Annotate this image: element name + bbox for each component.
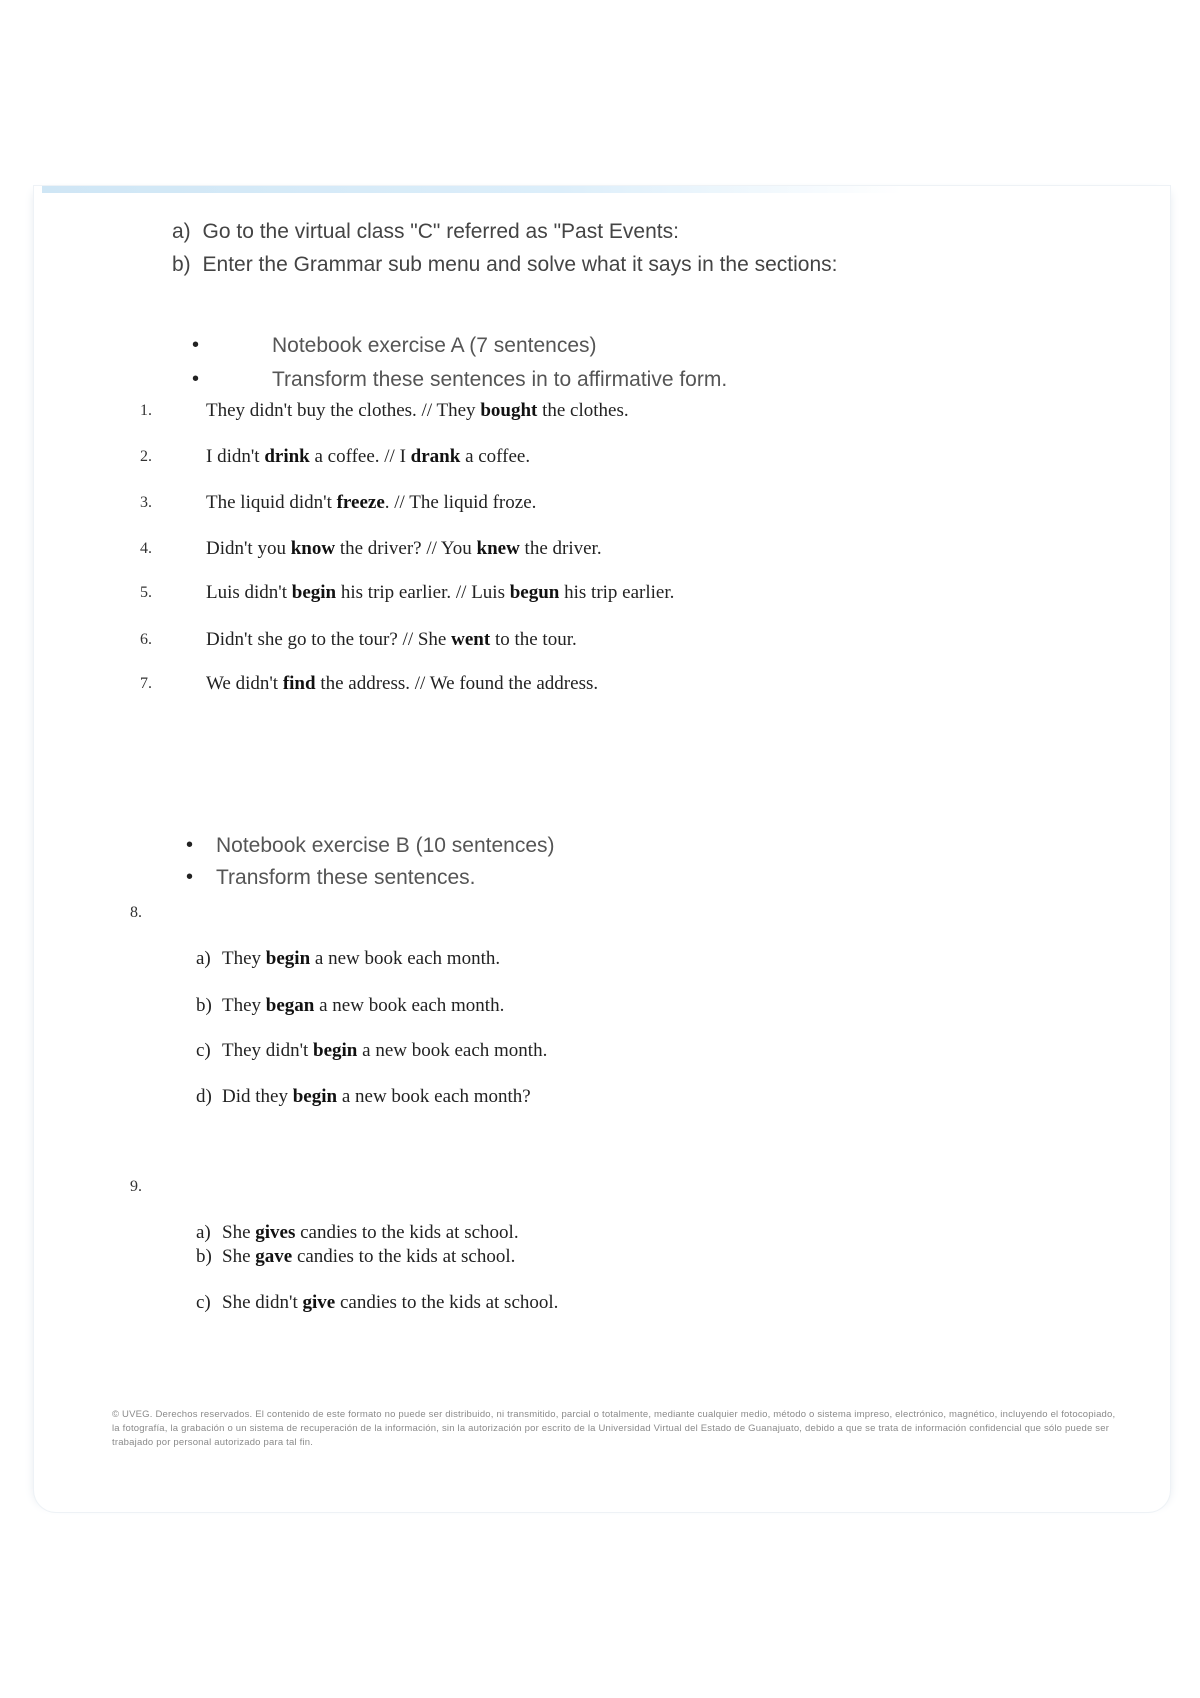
- sentence-number: 3.: [140, 494, 152, 511]
- sentence-fragment: a coffee. // I: [309, 446, 411, 467]
- sentence-number: 4.: [140, 540, 152, 557]
- instruction-letter: a): [172, 220, 191, 243]
- emphasized-verb: drank: [410, 446, 461, 467]
- emphasized-verb: begin: [291, 582, 337, 603]
- sentence-fragment: She: [222, 1222, 256, 1243]
- instruction-text: Go to the virtual class "C" referred as "Past Events:: [202, 220, 679, 243]
- group-number: 9.: [130, 1178, 142, 1195]
- lettered-sentence: [196, 1222, 519, 1244]
- instruction-text: Enter the Grammar sub menu and solve what it says in the sections:: [202, 253, 838, 276]
- emphasized-verb: drink: [264, 446, 310, 467]
- sentence-fragment: The liquid didn't: [206, 492, 337, 513]
- sentence-number: 1.: [140, 402, 152, 419]
- sentence-letter: a): [196, 948, 211, 969]
- sentence-fragment: candies to the kids at school.: [335, 1292, 559, 1313]
- sentence-item: [206, 538, 602, 560]
- sentence-fragment: She didn't: [222, 1292, 303, 1313]
- sentence-fragment: They didn't buy the clothes. // They: [206, 400, 481, 421]
- sentence-fragment: the clothes.: [537, 400, 629, 421]
- lettered-sentence: [196, 1086, 531, 1108]
- lettered-sentence: [196, 1292, 558, 1314]
- emphasized-verb: bought: [480, 400, 538, 421]
- document-page: [34, 186, 1170, 1512]
- bullet-a1-text: Notebook exercise A (7 sentences): [272, 334, 597, 357]
- sentence-fragment: a new book each month.: [310, 948, 501, 969]
- header-accent-bar: [42, 186, 902, 193]
- sentence-fragment: Didn't she go to the tour? // She: [206, 629, 452, 650]
- lettered-sentence: [196, 995, 504, 1017]
- sentence-number: 6.: [140, 631, 152, 648]
- instruction-a: [172, 220, 679, 244]
- sentence-letter: b): [196, 1246, 212, 1267]
- sentence-fragment: to the tour.: [490, 629, 577, 650]
- sentence-fragment: Did they: [222, 1086, 293, 1107]
- emphasized-verb: find: [282, 673, 316, 694]
- instruction-b: [172, 253, 838, 277]
- sentence-fragment: his trip earlier. // Luis: [336, 582, 510, 603]
- sentence-fragment: . // The liquid froze.: [384, 492, 537, 513]
- emphasized-verb: know: [290, 538, 336, 559]
- sentence-fragment: candies to the kids at school.: [292, 1246, 516, 1267]
- bullet-a2-text: Transform these sentences in to affirmative form.: [272, 368, 728, 391]
- sentence-letter: d): [196, 1086, 212, 1107]
- bullet-icon: •: [186, 834, 194, 856]
- emphasized-verb: knew: [476, 538, 520, 559]
- copyright-footer: © UVEG. Derechos reservados. El contenido de este formato no puede ser distribuido, ni transmitido, parcial o totalmente, mediante cualquier medio, método o sistema impreso, electrónico, magnético, incluyendo el fotocopiado, la fotografía, la grabación o un sistema de recuperación de la información, sin la autorización por escrito de la Universidad Virtual del Estado de Guanajuato, debido a que se trata de información confidencial que sólo puede ser trabajado por personal autorizado para tal fin.: [112, 1409, 1116, 1448]
- sentence-fragment: They didn't: [222, 1040, 314, 1061]
- sentence-letter: c): [196, 1040, 211, 1061]
- sentence-letter: a): [196, 1222, 211, 1243]
- bullet-b1: [186, 834, 193, 857]
- emphasized-verb: begin: [313, 1040, 358, 1061]
- bullet-icon: •: [186, 866, 194, 888]
- emphasized-verb: went: [451, 629, 491, 650]
- sentence-number: 5.: [140, 584, 152, 601]
- sentence-fragment: the driver? // You: [335, 538, 477, 559]
- emphasized-verb: begun: [509, 582, 560, 603]
- sentence-fragment: a new book each month.: [357, 1040, 548, 1061]
- sentence-fragment: Luis didn't: [206, 582, 292, 603]
- sentence-fragment: the address. // We found the address.: [315, 673, 599, 694]
- bullet-b2: [186, 866, 193, 889]
- sentence-fragment: They: [222, 948, 266, 969]
- sentence-fragment: Didn't you: [206, 538, 291, 559]
- sentence-item: [206, 492, 536, 514]
- bullet-a2: [192, 368, 199, 391]
- instruction-letter: b): [172, 253, 191, 276]
- sentence-item: [206, 582, 674, 604]
- sentence-fragment: a new book each month?: [337, 1086, 531, 1107]
- bullet-icon: •: [192, 368, 200, 390]
- sentence-fragment: We didn't: [206, 673, 283, 694]
- lettered-sentence: [196, 948, 500, 970]
- lettered-sentence: [196, 1040, 547, 1062]
- emphasized-verb: give: [302, 1292, 336, 1313]
- sentence-fragment: the driver.: [519, 538, 602, 559]
- bullet-a1: [192, 334, 199, 357]
- emphasized-verb: begin: [292, 1086, 338, 1107]
- sentence-fragment: a coffee.: [460, 446, 531, 467]
- sentence-fragment: his trip earlier.: [559, 582, 675, 603]
- sentence-letter: c): [196, 1292, 211, 1313]
- sentence-fragment: I didn't: [206, 446, 265, 467]
- sentence-fragment: candies to the kids at school.: [295, 1222, 519, 1243]
- sentence-fragment: She: [222, 1246, 256, 1267]
- sentence-number: 7.: [140, 675, 152, 692]
- emphasized-verb: freeze: [336, 492, 385, 513]
- lettered-sentence: [196, 1246, 515, 1268]
- sentence-number: 2.: [140, 448, 152, 465]
- sentence-item: [206, 446, 530, 468]
- sentence-item: [206, 629, 577, 651]
- sentence-letter: b): [196, 995, 212, 1016]
- sentence-item: [206, 400, 629, 422]
- sentence-fragment: a new book each month.: [314, 995, 505, 1016]
- sentence-fragment: They: [222, 995, 266, 1016]
- emphasized-verb: began: [265, 995, 315, 1016]
- bullet-b1-text: Notebook exercise B (10 sentences): [216, 834, 555, 857]
- group-number: 8.: [130, 904, 142, 921]
- emphasized-verb: gives: [255, 1222, 296, 1243]
- emphasized-verb: gave: [255, 1246, 293, 1267]
- emphasized-verb: begin: [265, 948, 311, 969]
- sentence-item: [206, 673, 598, 695]
- bullet-icon: •: [192, 334, 200, 356]
- bullet-b2-text: Transform these sentences.: [216, 866, 476, 889]
